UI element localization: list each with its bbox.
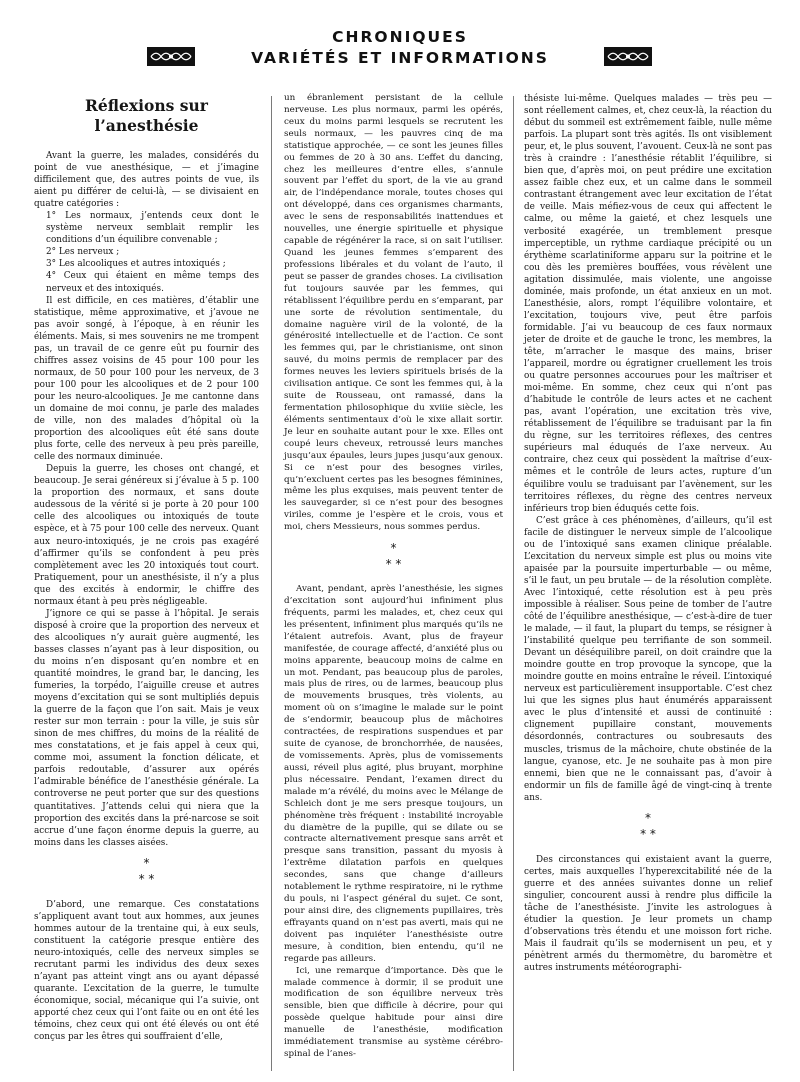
paragraph: D’abord, une remarque. Ces constatations s’appliquent avant tout aux hommes, aux jeunes hommes autour de la trentaine qui, à eux seuls, constituent la catégorie presque entière des neuro-intoxiqués, celle des nerveux simples se recrutant parmi les individus des deux sexes n’ayant pas atteint vingt ans ou ayant dépassé quarante. L’excitation de la guerre, le tumulte économique, social, mécanique qui l’a suivie, ont apporté chez ceux qui l’ont faite ou en ont été les témoins, chez ceux qui ont été élevés ou ont été conçus par les êtres qui souffraient d’elle,	[34, 899, 259, 1043]
list-item: 4° Ceux qui étaient en même temps des nerveux et des intoxiqués.	[46, 271, 259, 294]
paragraph: Des circonstances qui existaient avant la guerre, certes, mais auxquelles l’hyperexcitabilité née de la guerre et des années suivantes donne un relief singulier, concourent aussi à rendre plus difficile la tâche de l’anesthésiste. J’invite les astrologues à étudier la question. Je leur promets un champ d’observations très étendu et une moisson fort riche. Mais il faudrait qu’ils se modernisent un peu, et y pénètrent armés du thermomètre, du baromètre et autres instruments météorographi-	[524, 854, 772, 974]
section-title-varietes: VARIÉTÉS ET INFORMATIONS	[251, 49, 549, 67]
paragraph: Ici, une remarque d’importance. Dès que le malade commence à dormir, il se produit une modification de son équilibre nerveux très sensible, bien que difficile à décrire, pour qui possède quelque habitude pour ainsi dire manuelle de l’anesthésie, modification immédiatement transmise au système cérébro-spinal de l’anes-	[284, 965, 503, 1060]
masthead	[0, 22, 800, 72]
paragraph: Il est difficile, en ces matières, d’établir une statistique, même approximative, et j’avoue ne pas avoir songé, à l’époque, à en réunir les éléments. Mais, si mes souvenirs ne me trompent pas, un travail de ce genre eût pu fournir des chiffres assez voisins de 45 pour 100 pour les normaux, de 50 pour 100 pour les nerveux, de 3 pour 100 pour les alcooliques et de 2 pour 100 pour les neuro-alcooliques. Je me cantonne dans un domaine de moi connu, je parle des malades de ville, non des malades d’hôpital où la proportion des alcooliques eût été sans doute plus forte, celle des nerveux à peu près pareille, celle des normaux diminuée.	[34, 295, 259, 463]
list-item: 2° Les nerveux ;	[46, 247, 120, 258]
section-title-chroniques: CHRONIQUES	[332, 28, 468, 46]
paragraph: Depuis la guerre, les choses ont changé, et beaucoup. Je serai généreux si j’évalue à 5 p. 100 la proportion des normaux, et sans doute audessous de la vérité si je porte à 20 pour 100 celle des alcooliques ou intoxiqués de toute espèce, et à 75 pour 100 celle des nerveux. Quant aux neuro-intoxiqués, je ne crois pas exagéré d’affirmer qu’ils se confondent à peu près complètement avec les 20 intoxiqués tout court. Pratiquement, pour un anesthésiste, il n’y a plus que des excités à endormir, le chiffre des normaux étant à peu près négligeable.	[34, 464, 259, 607]
paragraph: thésiste lui-même. Quelques malades — très peu — sont réellement calmes, et, chez ceux-là, la réaction du début du sommeil est extrêmement faible, nulle même parfois. La plupart sont très agités. Ils ont visiblement peur, et, le plus souvent, l’avouent. Ceux-là ne sont pas très à craindre : l’anesthésie rétablit l’équilibre, si bien que, d’après moi, on peut prédire une excitation assez faible chez eux, et un calme dans le sommeil contrastant étrangement avec leur excitation de l’état de veille. Mais méfiez-vous de ceux qui affectent le calme, ou même la gaieté, et chez lesquels une verbosité exagérée, un tremblement presque imperceptible, un rythme cardiaque précipité ou un érythème scarlatiniforme apparu sur la poitrine et le cou dès les premières bouffées, vous révèlent une agitation dissimulée, mais violente, une angoisse dominée, mais profonde, un état anxieux en un mot. L’anesthésie, alors, rompt l’équilibre volontaire, et l’excitation, toujours vive, peut être parfois formidable. J’ai vu beaucoup de ces faux normaux jeter de droite et de gauche le tronc, les membres, la tête, m’arracher le masque des mains, briser l’appareil, mordre ou égratigner cruellement les trois ou quatre personnes accourues pour les maîtriser et moi-même. En somme, chez ceux qui n’ont pas d’habitude le contrôle de leurs actes et ne cachent pas, avant l’opération, une excitation très vive, rétablissement de l’équilibre se traduisant par la fin du règne, sur les territoires réflexes, des centres supérieurs mal éduqués de l’axe nerveux. Au contraire, chez ceux qui possèdent la maîtrise d’eux-mêmes et le contrôle de leurs actes, rupture d’un équilibre voulu se traduisant par l’avènement, sur les territoires réflexes, du règne des centres nerveux inférieurs trop bien éduqués cette fois.	[524, 94, 772, 514]
paragraph: Avant la guerre, les malades, considérés du point de vue anesthésique, — et j’imagine difficilement que, des autres points de vue, ils aient pu différer de celui-là, — se divisaient en quatre catégories :	[34, 151, 259, 210]
column-rule-1	[271, 96, 272, 1071]
list-item: 3° Les alcooliques et autres intoxiqués ;	[46, 259, 226, 270]
paragraph: C’est grâce à ces phénomènes, d’ailleurs, qu’il est facile de distinguer le nerveux simple de l’alcoolique ou de l’intoxiqué sans examen clinique préalable. L’excitation du nerveux simple est plus ou moins vite apaisée par la poursuite imperturbable — ou même, s’il le faut, un peu brutale — de la résolution complète. Avec l’intoxiqué, cette résolution est à peu près impossible à réaliser. Sous peine de tomber de l’autre côté de l’équilibre anesthésique, — c’est-à-dire de tuer le malade, — il faut, la plupart du temps, se résigner à l’instabilité quelque peu terrifiante de son sommeil. Devant un déséquilibre pareil, on doit craindre que la moindre goutte en trop provoque la syncope, que la moindre goutte en moins entraîne le réveil. L’intoxiqué nerveux est particulièrement insupportable. C’est chez lui que les signes plus haut énumérés apparaissent avec le plus d’intensité et aussi de continuité : clignement pupillaire constant, mouvements désordonnés, contractures ou soubresauts des muscles, trismus de la mâchoire, chute obstinée de la langue, cyanose, etc. Je ne souhaite pas à mon pire ennemi, bien que ne le connaissant pas, d’avoir à endormir un fils de famille âgé de vingt-cinq à trente ans.	[524, 515, 772, 803]
list-item: 1° Les normaux, j’entends ceux dont le système nerveux semblait remplir les conditions d’un équilibre convenable ;	[46, 211, 259, 246]
section-separator: * * *	[385, 541, 402, 572]
paragraph: Avant, pendant, après l’anesthésie, les signes d’excitation sont aujourd’hui infiniment plus fréquents, parmi les malades, et, chez ceux qui les présentent, infiniment plus marqués qu’ils ne l’étaient autrefois. Avant, plus de frayeur manifestée, de courage affecté, d’anxiété plus ou moins apparente, beaucoup moins de calme en un mot. Pendant, pas beaucoup plus de paroles, mais plus de rires, ou de larmes, beaucoup plus de mouvements brusques, très violents, au moment où on s’imagine le malade sur le point de s’endormir, beaucoup plus de mâchoires contractées, de respirations suspendues et par suite de cyanose, de bronchorrhée, de nausées, de vomissements. Après, plus de vomissements aussi, réveil plus agité, plus bruyant, morphine plus nécessaire. Pendant, l’examen direct du malade m’a révélé, du moins avec le Mélange de Schleich dont je me sers presque toujours, un phénomène très fréquent : instabilité incroyable du diamètre de la pupille, qui se dilate ou se contracte alternativement presque sans arrêt et presque sans transition, passant du myosis à l’extrême dilatation parfois en quelques secondes, sans que change d’ailleurs notablement le rythme respiratoire, ni le rythme du pouls, ni l’aspect général du sujet. Ce sont, pour ainsi dire, des clignements pupillaires, très effrayants quand on n’est pas averti, mais qui ne doivent pas inquiéter l’anesthésiste outre mesure, à condition, bien entendu, qu’il ne regarde pas ailleurs.	[284, 584, 503, 964]
column-3	[524, 93, 772, 974]
article-title: Réflexions sur l’anesthésie	[85, 96, 208, 135]
column-rule-2	[513, 96, 514, 1071]
ornament-right-icon	[604, 47, 652, 66]
column-2	[284, 93, 503, 1061]
column-1	[34, 96, 259, 1043]
section-separator: * * *	[640, 810, 656, 841]
paragraph: un ébranlement persistant de la cellule nerveuse. Les plus normaux, parmi les opérés, ceux du moins parmi lesquels se recrutent les seuls normaux, — les pauvres cinq de ma statistique approchée, — ce sont les jeunes filles ou femmes de 20 à 30 ans. L’effet du dancing, chez les meilleures d’entre elles, s’annule souvent par l’effet du sport, de la vie au grand air, de l’indépendance morale, toutes choses qui ont développé, dans ces organismes charmants, avec le sens de responsabilités inattendues et nouvelles, une énergie spirituelle et physique capable de régénérer la race, si on sait l’utiliser. Quand les jeunes femmes s’emparent des professions libérales et du volant de l’auto, il peut se passer de grandes choses. La civilisation fut toujours sauvée par les femmes, qui rétablissent l’équilibre perdu en s’emparant, par une sorte de révolution sentimentale, du domaine naguère viril de la volonté, de la générosité intellectuelle et de l’action. Ce sont les femmes qui, par le christianisme, ont sinon sauvé, du moins permis de remplacer par des formes neuves les leviers spirituels brisés de la civilisation antique. Ce sont les femmes qui, à la suite de Rousseau, ont ramassé, dans la fermentation philosophique du xviiie siècle, les éléments sentimentaux d’où le xixe allait sortir. Je leur en souhaite autant pour le xxe. Elles ont coupé leurs cheveux, retroussé leurs manches jusqu’aux épaules, leurs jupes jusqu’aux genoux. Si ce n’est pour des besognes viriles, qu’n’excluent certes pas les besognes féminines, même les plus exquises, mais peuvent tenter de les sauvegarder, si ce n’est pour des besognes viriles, comme je l’espère et le crois, vous et moi, chers Messieurs, nous sommes perdus.	[284, 93, 503, 533]
section-separator: * * *	[138, 855, 155, 886]
paragraph: J’ignore ce qui se passe à l’hôpital. Je serais disposé à croire que la proportion des nerveux et des alcooliques n’y aurait guère augmenté, les basses classes n’ayant pas à leur disposition, ou du moins n’en disposant qu’en nombre et en quantité moindres, le grand bar, le dancing, les fumeries, la torpédo, l’aiguille creuse et autres moyens d’excitation qui se sont multipliés depuis la guerre de la façon que l’on sait. Mais je veux rester sur mon terrain : pour la ville, je suis sûr sinon de mes chiffres, du moins de la réalité de mes constatations, et je fais appel à ceux qui, comme moi, assument la fonction délicate, et parfois redoutable, d’assurer aux opérés l’admirable bénéfice de l’anesthésie générale. La controverse ne peut porter que sur des questions quantitatives. J’attends celui qui niera que la proportion des excités dans la pré-narcose se soit accrue d’une façon énorme depuis la guerre, au moins dans les classes aisées.	[34, 608, 259, 848]
